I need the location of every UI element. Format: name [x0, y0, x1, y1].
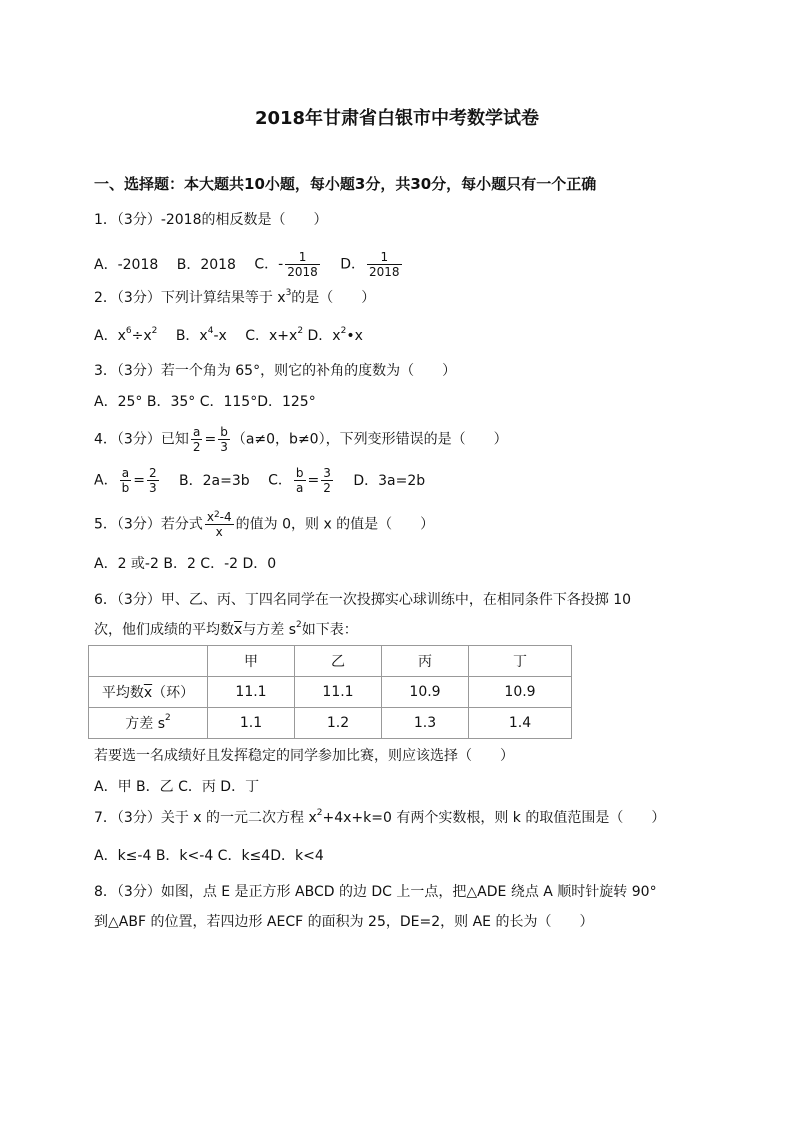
option-a: A．-2018 — [94, 256, 159, 273]
header-cell: 丁 — [469, 646, 572, 677]
question-5-stem — [94, 510, 434, 539]
section-heading: 一、选择题：本大题共10小题，每小题3分，共30分，每小题只有一个正确 — [94, 175, 597, 193]
option-a — [94, 326, 157, 346]
option-text: D．x — [307, 328, 341, 344]
option-d — [340, 250, 403, 279]
question-7-options: A．k≤-4 B．k<-4 C．k≤4D．k<4 — [94, 848, 324, 864]
stem-text: 如下表： — [301, 622, 358, 638]
denominator: 3 — [148, 481, 157, 495]
numerator — [205, 510, 234, 525]
exponent: 2 — [316, 808, 323, 818]
header-cell: 乙 — [295, 646, 382, 677]
numerator: a — [120, 466, 132, 481]
question-7-stem — [94, 808, 665, 828]
question-8-stem-line1: 8．（3分）如图，点 E 是正方形 ABCD 的边 DC 上一点，把△ADE 绕点 A 顺时针旋转 90° — [94, 884, 657, 900]
header-cell: 甲 — [208, 646, 295, 677]
numerator: 3 — [323, 466, 331, 480]
fraction — [120, 466, 132, 495]
table-cell: 1.2 — [295, 708, 382, 739]
question-3-stem: 3．（3分）若一个角为 65°，则它的补角的度数为（ ） — [94, 363, 457, 379]
numerator: b — [295, 466, 304, 480]
stem-text: 次，他们成绩的平均数 — [94, 622, 234, 638]
option-label: C．- — [254, 256, 284, 273]
numerator: a — [191, 425, 203, 440]
question-8-stem-line2: 到△ABF 的位置，若四边形 AECF 的面积为 25，DE=2，则 AE 的长为（ ） — [94, 914, 594, 930]
question-2-stem — [94, 288, 375, 308]
question-6-options: A．甲 B．乙 C．丙 D．丁 — [94, 779, 260, 795]
option-text: B．x — [175, 328, 208, 344]
numerator-text: -4 — [219, 510, 232, 524]
mean-symbol: $\overline{x}$ — [143, 685, 153, 701]
question-4-options — [94, 466, 439, 495]
table-header-row — [89, 646, 572, 677]
fraction — [285, 250, 320, 279]
option-text: ÷x — [131, 328, 152, 344]
table-row — [89, 708, 572, 739]
option-b: B．2018 — [176, 256, 236, 273]
table-cell: 11.1 — [208, 677, 295, 708]
denominator: 2018 — [287, 265, 318, 279]
option-c — [254, 250, 321, 279]
table-cell: 10.9 — [382, 677, 469, 708]
stem-text: 的值为 0，则 x 的值是（ ） — [235, 516, 435, 533]
stem-text: （a≠0，b≠0），下列变形错误的是（ ） — [231, 431, 508, 448]
table-row — [89, 677, 572, 708]
question-1-stem: 1．（3分）-2018的相反数是（ ） — [94, 212, 328, 228]
label-text: （环） — [152, 685, 195, 701]
question-6-stem-line1: 6．（3分）甲、乙、丙、丁四名同学在一次投掷实心球训练中，在相同条件下各投掷 10 — [94, 592, 632, 608]
fraction — [191, 425, 203, 454]
exponent: 2 — [213, 510, 220, 520]
fraction — [367, 250, 402, 279]
option-text: •x — [346, 328, 363, 344]
exponent: 2 — [340, 326, 347, 336]
option-c — [245, 328, 303, 344]
numerator: 1 — [285, 250, 320, 265]
denominator: 2 — [323, 481, 331, 495]
exponent: 6 — [125, 326, 132, 336]
stem-text: 的是（ ） — [291, 290, 376, 306]
header-cell: 丙 — [382, 646, 469, 677]
numerator-text: x — [206, 510, 214, 524]
option-b — [176, 326, 227, 346]
stem-text: 2．（3分）下列计算结果等于 x — [94, 290, 286, 306]
option-label: C． — [268, 472, 292, 489]
option-a: A． $\frac{a}{b}$ = $\frac{2}{3}$ — [94, 466, 157, 495]
option-text: C．x+x — [245, 328, 298, 344]
exponent: 2 — [165, 713, 171, 723]
question-2-options — [94, 326, 363, 346]
option-d — [308, 328, 363, 344]
fraction — [321, 466, 333, 495]
question-1-options — [94, 250, 418, 279]
exponent: 2 — [297, 326, 304, 336]
option-d: D．3a=2b — [353, 472, 426, 489]
stem-text: +4x+k=0 有两个实数根，则 k 的取值范围是（ ） — [322, 810, 666, 826]
fraction — [218, 425, 230, 454]
table-cell: 1.1 — [208, 708, 295, 739]
option-text: A．x — [94, 328, 126, 344]
exponent: 3 — [285, 288, 292, 298]
denominator: 2018 — [369, 265, 400, 279]
stem-text: 与方差 s — [242, 622, 297, 638]
header-cell — [89, 646, 208, 677]
label-text: 方差 s — [125, 716, 165, 732]
fraction — [205, 510, 234, 539]
option-text: -x — [213, 328, 227, 344]
row-label — [89, 708, 208, 739]
table-cell: 10.9 — [469, 677, 572, 708]
table-cell: 11.1 — [295, 677, 382, 708]
page-title: 2018年甘肃省白银市中考数学试卷 — [254, 108, 540, 129]
question-4-stem — [94, 425, 508, 454]
numerator: 1 — [367, 250, 402, 265]
exponent: 4 — [207, 326, 214, 336]
denominator: 2 — [192, 440, 201, 454]
numerator: b — [218, 425, 230, 440]
mean-symbol: $\overline{x}$ — [234, 622, 243, 638]
fraction — [147, 466, 159, 495]
option-label: D． — [340, 256, 366, 273]
question-5-options: A．2 或-2 B．2 C．-2 D．0 — [94, 556, 277, 572]
exponent: 2 — [296, 620, 302, 630]
denominator: x — [215, 525, 223, 539]
option-c: C． $\frac{b}{a}$ = $\frac{3}{2}$ — [268, 466, 331, 495]
stem-text: 7．（3分）关于 x 的一元二次方程 x — [94, 810, 317, 826]
question-6-followup: 若要选一名成绩好且发挥稳定的同学参加比赛，则应该选择（ ） — [94, 748, 514, 764]
label-text: 平均数 — [101, 685, 144, 701]
option-b: B．2a=3b — [179, 472, 250, 489]
table-cell: 1.3 — [382, 708, 469, 739]
score-table — [88, 645, 572, 739]
option-label: A． — [94, 472, 118, 489]
stem-text: 5．（3分）若分式 — [94, 516, 203, 533]
row-label — [89, 677, 208, 708]
stem-text: 4．（3分）已知 — [94, 431, 189, 448]
table-cell: 1.4 — [469, 708, 572, 739]
denominator: a — [296, 481, 304, 495]
denominator: b — [121, 481, 130, 495]
question-3-options: A．25° B．35° C．115°D．125° — [94, 394, 316, 410]
fraction — [294, 466, 306, 495]
exponent: 2 — [151, 326, 158, 336]
denominator: 3 — [220, 440, 228, 454]
numerator: 2 — [148, 466, 157, 480]
equals-sign: = — [204, 431, 217, 448]
question-6-stem-line2 — [94, 620, 358, 640]
